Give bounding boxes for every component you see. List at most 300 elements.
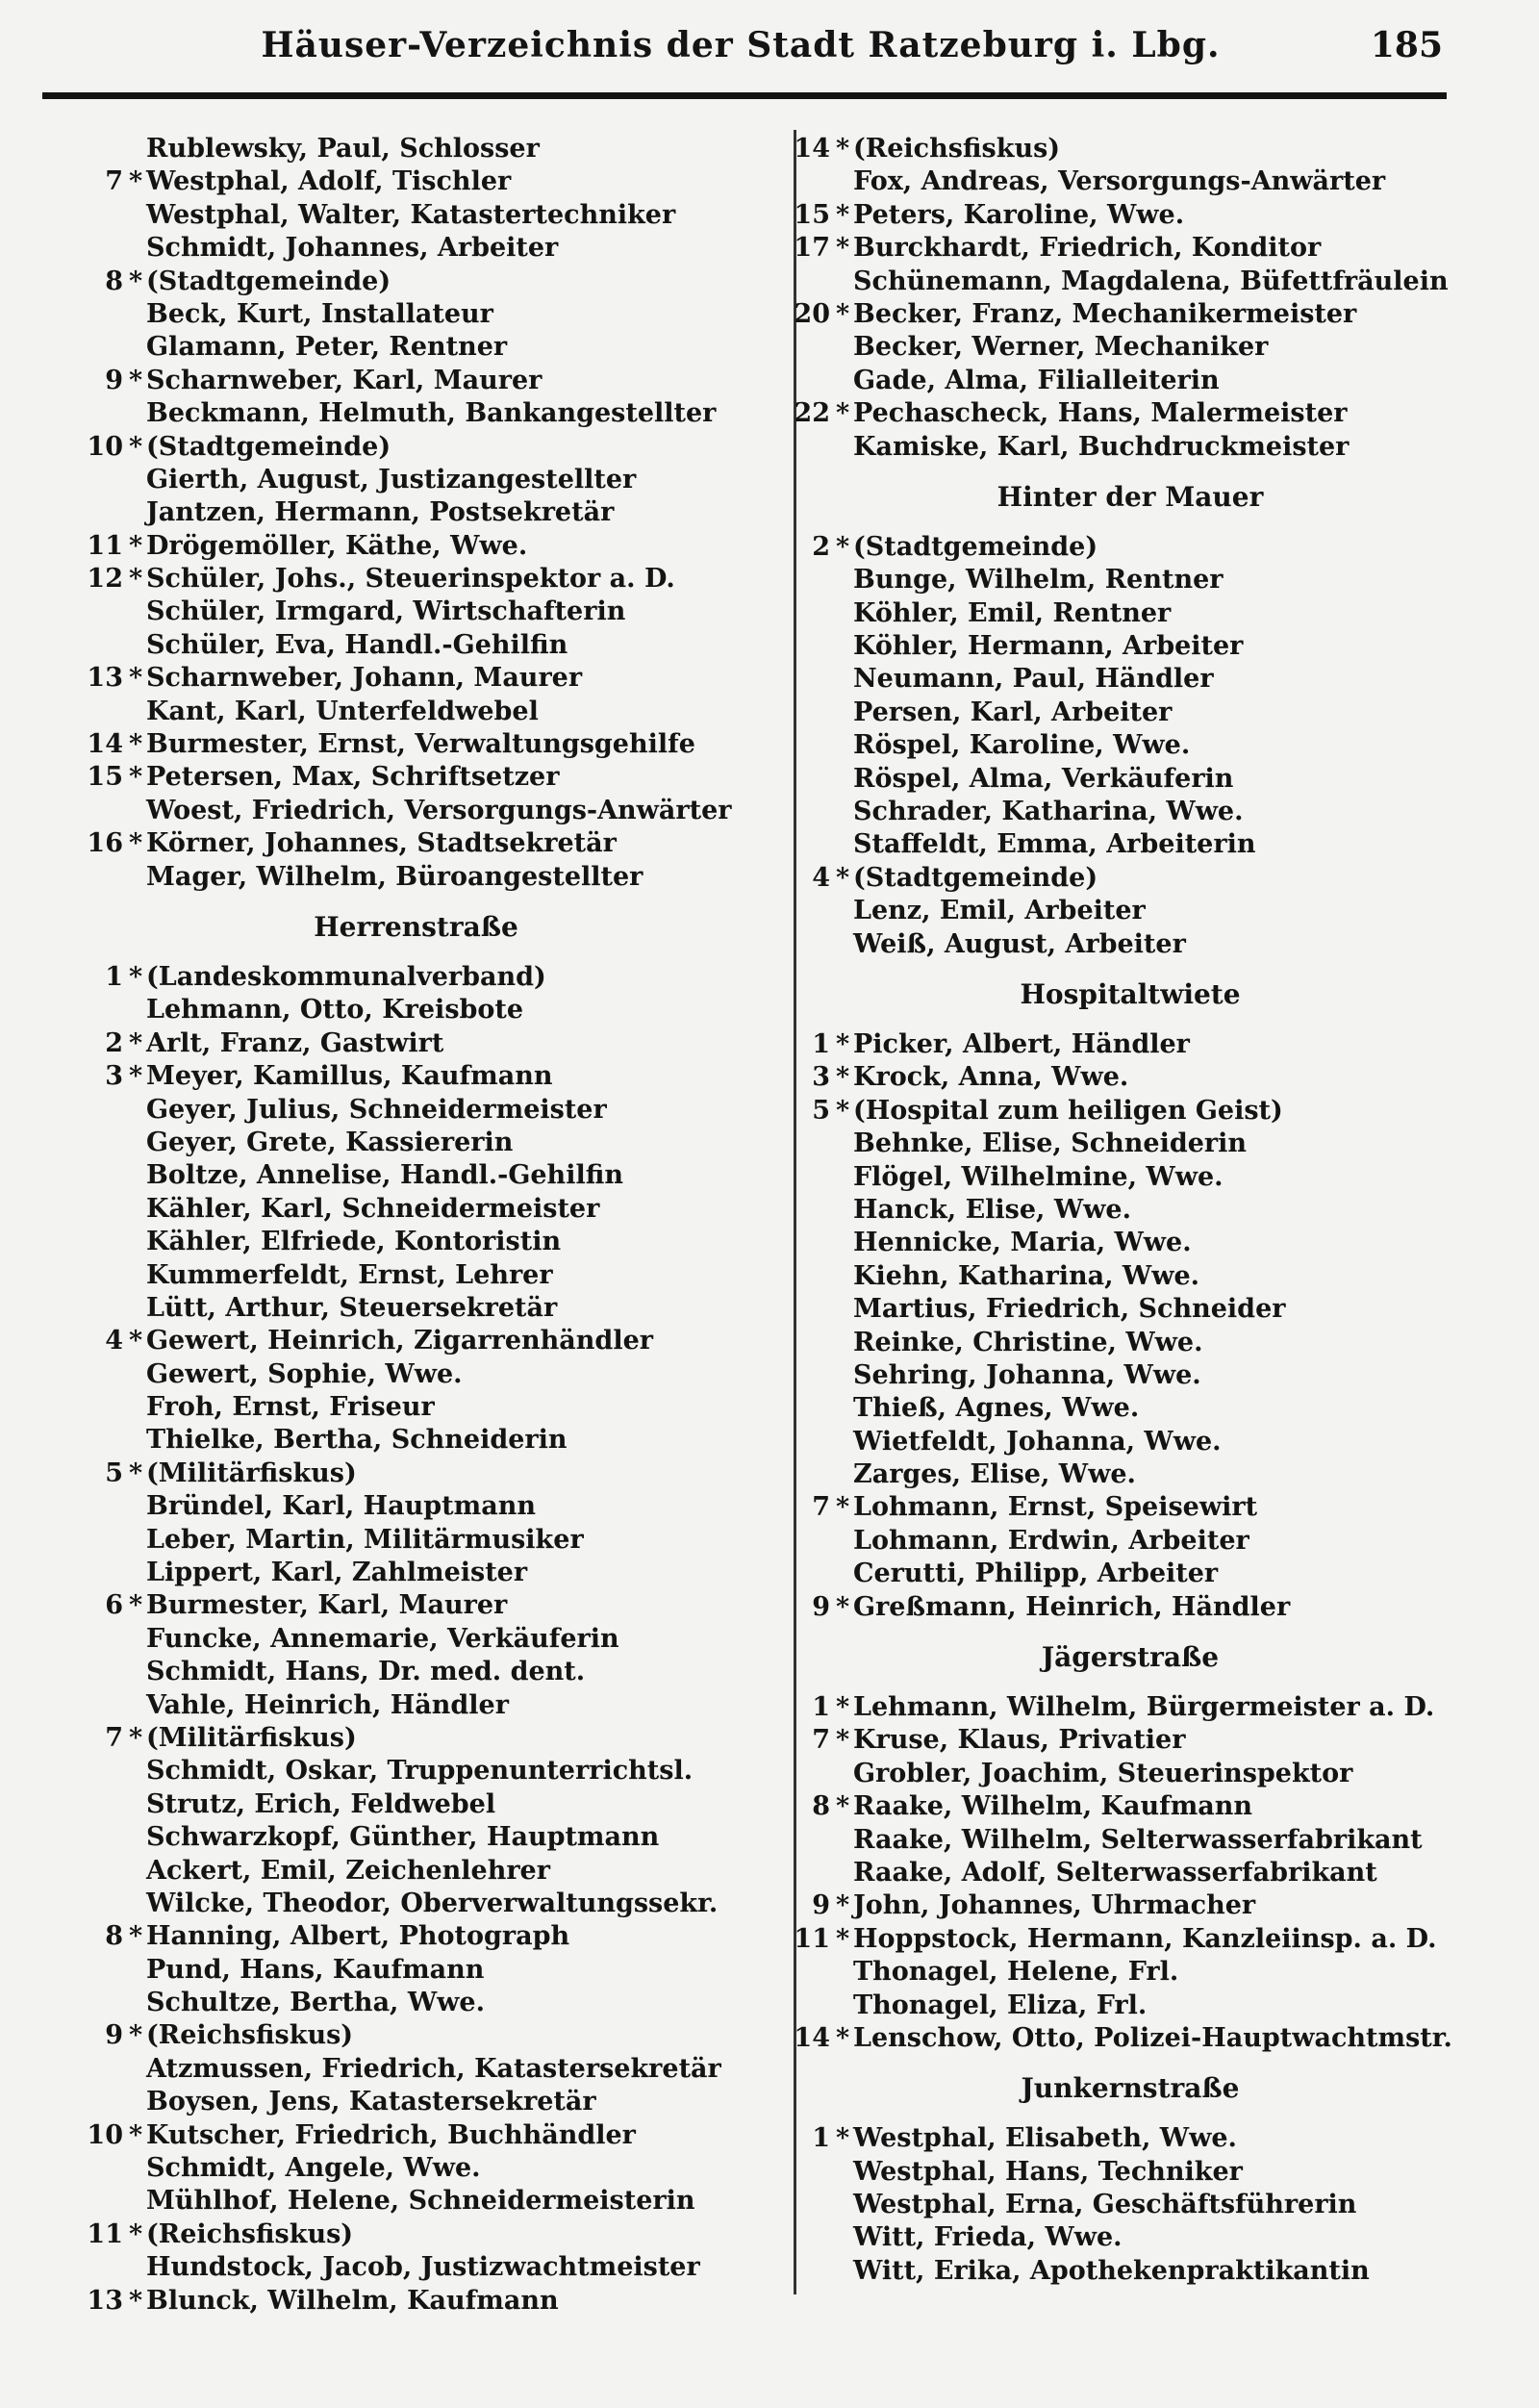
directory-entry [58, 2152, 774, 2185]
house-number [765, 564, 836, 596]
directory-entry [58, 298, 774, 331]
house-number: 2 [812, 531, 830, 562]
directory-entry [765, 1956, 1496, 1989]
resident-text: Hanning, Albert, Photograph [146, 1921, 570, 1952]
directory-entry [58, 696, 774, 728]
house-number: 16 [87, 828, 123, 859]
directory-entry [765, 1194, 1496, 1227]
owner-mark [129, 795, 146, 827]
resident-text: Hanck, Elise, Wwe. [853, 1194, 1131, 1225]
house-number [58, 1193, 129, 1226]
house-number [58, 397, 129, 430]
resident-text: Cerutti, Philipp, Arbeiter [853, 1559, 1219, 1589]
directory-entry [58, 1821, 774, 1854]
house-number [58, 1656, 129, 1688]
house-number [765, 928, 836, 961]
owner-mark [129, 298, 146, 331]
directory-entry [58, 1689, 774, 1722]
resident-text: Körner, Johannes, Stadtsekretär [146, 828, 617, 859]
resident-text: Kähler, Elfriede, Kontoristin [146, 1227, 562, 1257]
owner-mark: * [836, 1923, 850, 1954]
resident-text: (Militärfiskus) [146, 1722, 357, 1753]
owner-mark [836, 1758, 853, 1790]
owner-mark: * [836, 1492, 850, 1523]
house-number: 15 [87, 762, 123, 793]
resident-text: Vahle, Heinrich, Händler [146, 1689, 509, 1720]
directory-entry [58, 795, 774, 827]
directory-entry [58, 266, 774, 298]
house-number [58, 1821, 129, 1854]
house-number: 1 [812, 2123, 830, 2154]
house-number [58, 795, 129, 827]
directory-entry [765, 796, 1496, 828]
directory-entry [58, 1920, 774, 1953]
house-number [765, 1857, 836, 1889]
house-number [58, 1159, 129, 1192]
resident-text: Gewert, Sophie, Wwe. [146, 1358, 463, 1389]
house-number [58, 2086, 129, 2118]
resident-text: Kähler, Karl, Schneidermeister [146, 1193, 600, 1224]
resident-text: Burckhardt, Friedrich, Konditor [853, 233, 1322, 264]
resident-text: Burmester, Karl, Maurer [146, 1590, 508, 1621]
house-number: 11 [87, 530, 123, 561]
directory-entry [58, 1391, 774, 1424]
resident-text: Jantzen, Hermann, Postsekretär [146, 497, 615, 528]
directory-entry [765, 298, 1496, 331]
directory-entry [765, 1260, 1496, 1293]
house-number [58, 1226, 129, 1258]
house-number [58, 1292, 129, 1325]
directory-entry [765, 2255, 1496, 2288]
resident-text: Glamann, Peter, Rentner [146, 332, 508, 363]
resident-text: Köhler, Emil, Rentner [853, 597, 1172, 628]
house-number: 13 [87, 2285, 123, 2316]
resident-text: Boysen, Jens, Katastersekretär [146, 2087, 596, 2117]
house-number [58, 1391, 129, 1424]
page-header [38, 25, 1443, 77]
directory-entry [58, 2285, 774, 2318]
house-number [765, 763, 836, 796]
owner-mark: * [836, 134, 850, 164]
owner-mark [129, 1292, 146, 1325]
directory-entry [58, 1490, 774, 1523]
owner-mark [129, 1358, 146, 1391]
resident-text: Drögemöller, Käthe, Wwe. [146, 530, 528, 561]
house-number: 14 [87, 729, 123, 760]
directory-entry [765, 397, 1496, 430]
resident-text: Gade, Alma, Filialleiterin [853, 365, 1220, 395]
house-number [765, 2156, 836, 2189]
directory-entry [58, 961, 774, 994]
owner-mark: * [836, 233, 850, 264]
house-number [58, 1888, 129, 1920]
owner-mark: * [836, 1725, 850, 1756]
house-number: 22 [794, 398, 830, 429]
directory-entry [58, 1855, 774, 1888]
owner-mark [129, 1259, 146, 1292]
owner-mark: * [129, 961, 143, 992]
house-number [58, 1094, 129, 1127]
resident-text: Thonagel, Eliza, Frl. [853, 1990, 1148, 2020]
house-number: 11 [794, 1923, 830, 1954]
directory-entry [765, 697, 1496, 729]
house-number [765, 2189, 836, 2221]
owner-mark: * [129, 828, 143, 859]
directory-entry [58, 662, 774, 695]
resident-text: Rublewsky, Paul, Schlosser [146, 134, 540, 164]
house-number [58, 2053, 129, 2086]
house-number [58, 861, 129, 894]
house-number [765, 1260, 836, 1293]
resident-text: Schüler, Johs., Steuerinspektor a. D. [146, 564, 675, 595]
owner-mark: * [129, 1722, 143, 1753]
house-number: 4 [105, 1326, 123, 1356]
house-number [765, 796, 836, 828]
street-heading: Jägerstraße [1041, 1641, 1220, 1674]
resident-text: Pund, Hans, Kaufmann [146, 1954, 485, 1985]
resident-text: Westphal, Adolf, Tischler [146, 166, 512, 197]
owner-mark [129, 1524, 146, 1557]
owner-mark [836, 1128, 853, 1160]
directory-entry [58, 1325, 774, 1357]
directory-entry [765, 1128, 1496, 1160]
resident-text: Woest, Friedrich, Versorgungs-Anwärter [146, 795, 732, 825]
owner-mark [129, 331, 146, 364]
owner-mark [129, 1623, 146, 1656]
resident-text: Blunck, Wilhelm, Kaufmann [146, 2285, 559, 2316]
directory-entry [58, 728, 774, 761]
directory-entry [58, 1755, 774, 1787]
resident-text: Beckmann, Helmuth, Bankangestellter [146, 398, 717, 429]
house-number: 17 [794, 233, 830, 264]
house-number: 9 [812, 1890, 830, 1921]
owner-mark [129, 596, 146, 628]
house-number [765, 729, 836, 762]
resident-text: Westphal, Walter, Katastertechniker [146, 199, 676, 230]
resident-text: Schünemann, Magdalena, Büfettfräulein [853, 266, 1449, 296]
directory-entry [58, 1954, 774, 1987]
owner-mark [836, 1525, 853, 1558]
directory-entry [765, 1359, 1496, 1392]
house-number [765, 1525, 836, 1558]
directory-entry [58, 1159, 774, 1192]
house-number: 20 [794, 298, 830, 329]
owner-mark: * [129, 2020, 143, 2051]
resident-text: Boltze, Annelise, Handl.-Gehilfin [146, 1160, 623, 1191]
owner-mark [836, 431, 853, 464]
owner-mark [836, 2255, 853, 2288]
house-number [58, 1954, 129, 1987]
directory-entry [58, 1788, 774, 1821]
owner-mark [836, 564, 853, 596]
directory-entry [765, 1061, 1496, 1094]
resident-text: Atzmussen, Friedrich, Katastersekretär [146, 2053, 721, 2084]
directory-entry [58, 1589, 774, 1622]
page-title: Häuser-Verzeichnis der Stadt Ratzeburg i. Lbg. [261, 25, 1221, 65]
directory-entry [58, 1722, 774, 1755]
owner-mark [129, 2251, 146, 2284]
house-number [58, 1424, 129, 1457]
resident-text: Westphal, Elisabeth, Wwe. [853, 2123, 1237, 2154]
owner-mark [836, 1458, 853, 1491]
resident-text: Burmester, Ernst, Verwaltungsgehilfe [146, 729, 695, 760]
house-number [58, 1557, 129, 1589]
owner-mark: * [836, 862, 850, 893]
street-heading: Hospitaltwiete [1020, 977, 1241, 1010]
house-number [765, 331, 836, 364]
directory-entry [58, 1987, 774, 2019]
house-number: 11 [87, 2218, 123, 2249]
house-number [765, 266, 836, 298]
directory-entry [765, 928, 1496, 961]
owner-mark: * [129, 266, 143, 296]
house-number: 14 [794, 134, 830, 164]
owner-mark: * [129, 431, 143, 462]
resident-text: Ackert, Emil, Zeichenlehrer [146, 1855, 550, 1886]
house-number [765, 1161, 836, 1194]
owner-mark: * [129, 564, 143, 595]
directory-entry [58, 2086, 774, 2118]
house-number: 1 [812, 1692, 830, 1723]
house-number [58, 496, 129, 529]
owner-mark [129, 1490, 146, 1523]
owner-mark: * [836, 298, 850, 329]
house-number [58, 1689, 129, 1722]
house-number [58, 1623, 129, 1656]
house-number [58, 199, 129, 232]
resident-text: Thielke, Bertha, Schneiderin [146, 1425, 568, 1456]
owner-mark [129, 1656, 146, 1688]
resident-text: Petersen, Max, Schriftsetzer [146, 762, 560, 793]
house-number: 8 [105, 266, 123, 296]
resident-text: Lehmann, Wilhelm, Bürgermeister a. D. [853, 1692, 1435, 1723]
house-number [765, 1824, 836, 1857]
house-number: 14 [794, 2022, 830, 2053]
owner-mark [836, 1857, 853, 1889]
house-number [765, 1227, 836, 1259]
directory-entry [58, 596, 774, 628]
resident-text: Raake, Adolf, Selterwasserfabrikant [853, 1857, 1377, 1888]
owner-mark: * [129, 663, 143, 694]
house-number [58, 298, 129, 331]
directory-entry [58, 2185, 774, 2218]
resident-text: Schwarzkopf, Günther, Hauptmann [146, 1822, 660, 1853]
directory-entry [58, 1226, 774, 1258]
owner-mark [129, 1855, 146, 1888]
owner-mark [129, 1954, 146, 1987]
left-column [58, 133, 774, 2318]
directory-entry [765, 1095, 1496, 1128]
owner-mark [836, 331, 853, 364]
house-number [58, 1259, 129, 1292]
owner-mark [129, 1557, 146, 1589]
owner-mark [836, 1392, 853, 1425]
street-heading: Hinter der Mauer [997, 480, 1264, 513]
house-number [765, 1956, 836, 1989]
directory-entry [765, 365, 1496, 397]
house-number: 13 [87, 663, 123, 694]
directory-entry [765, 531, 1496, 564]
owner-mark [836, 1227, 853, 1259]
house-number: 7 [105, 166, 123, 197]
directory-entry [765, 1889, 1496, 1922]
owner-mark [129, 1193, 146, 1226]
house-number [765, 431, 836, 464]
house-number [58, 629, 129, 662]
owner-mark: * [129, 2218, 143, 2249]
directory-entry [765, 1691, 1496, 1724]
resident-text: Raake, Wilhelm, Kaufmann [853, 1791, 1253, 1822]
resident-text: Röspel, Alma, Verkäuferin [853, 763, 1234, 794]
page-number: 185 [1370, 25, 1443, 65]
resident-text: Schmidt, Hans, Dr. med. dent. [146, 1657, 586, 1687]
resident-text: (Hospital zum heiligen Geist) [853, 1095, 1283, 1126]
owner-mark: * [836, 1692, 850, 1723]
directory-entry [58, 2019, 774, 2052]
resident-text: Geyer, Grete, Kassiererin [146, 1127, 514, 1157]
owner-mark: * [836, 1591, 850, 1622]
resident-text: Witt, Erika, Apothekenpraktikantin [853, 2255, 1370, 2286]
house-number [58, 2251, 129, 2284]
house-number [765, 663, 836, 696]
house-number: 9 [105, 2020, 123, 2051]
owner-mark [836, 1327, 853, 1359]
directory-entry [58, 1656, 774, 1688]
owner-mark: * [129, 729, 143, 760]
house-number: 3 [812, 1062, 830, 1093]
directory-entry [765, 630, 1496, 663]
owner-mark [836, 2221, 853, 2254]
resident-text: Mühlhof, Helene, Schneidermeisterin [146, 2186, 695, 2217]
owner-mark: * [129, 530, 143, 561]
owner-mark [836, 828, 853, 861]
directory-entry [765, 1758, 1496, 1790]
house-number [765, 1426, 836, 1458]
resident-text: Flögel, Wilhelmine, Wwe. [853, 1161, 1224, 1192]
resident-text: Raake, Wilhelm, Selterwasserfabrikant [853, 1824, 1423, 1855]
directory-entry [58, 232, 774, 265]
resident-text: Bunge, Wilhelm, Rentner [853, 565, 1224, 596]
directory-entry [765, 1824, 1496, 1857]
house-number: 3 [105, 1061, 123, 1092]
directory-entry [765, 1724, 1496, 1757]
directory-entry [58, 1027, 774, 1060]
directory-entry [58, 994, 774, 1027]
resident-text: Krock, Anna, Wwe. [853, 1062, 1129, 1093]
owner-mark [129, 1987, 146, 2019]
owner-mark [129, 133, 146, 165]
house-number: 1 [105, 961, 123, 992]
resident-text: Froh, Ernst, Friseur [146, 1392, 435, 1423]
owner-mark: * [129, 365, 143, 395]
owner-mark [129, 397, 146, 430]
street-heading: Junkernstraße [1021, 2072, 1240, 2105]
resident-text: Peters, Karoline, Wwe. [853, 199, 1185, 230]
directory-entry [765, 1392, 1496, 1425]
owner-mark: * [129, 1027, 143, 1058]
owner-mark [836, 1426, 853, 1458]
directory-entry [765, 2189, 1496, 2221]
house-number [765, 1359, 836, 1392]
owner-mark [129, 232, 146, 265]
directory-entry [765, 232, 1496, 265]
owner-mark [836, 895, 853, 927]
owner-mark: * [836, 1028, 850, 1059]
owner-mark [129, 2152, 146, 2185]
resident-text: Wilcke, Theodor, Oberverwaltungssekr. [146, 1888, 719, 1918]
resident-text: Bründel, Karl, Hauptmann [146, 1491, 536, 1522]
house-number [58, 1127, 129, 1159]
house-number [58, 1855, 129, 1888]
resident-text: Persen, Karl, Arbeiter [853, 697, 1173, 727]
owner-mark: * [129, 2285, 143, 2316]
house-number [765, 365, 836, 397]
owner-mark: * [836, 1095, 850, 1126]
house-number: 7 [812, 1725, 830, 1756]
resident-text: (Stadtgemeinde) [853, 862, 1098, 893]
directory-entry [765, 1790, 1496, 1823]
directory-entry [58, 431, 774, 464]
resident-text: (Stadtgemeinde) [853, 531, 1098, 562]
resident-text: Fox, Andreas, Versorgungs-Anwärter [853, 166, 1386, 197]
resident-text: Weiß, August, Arbeiter [853, 928, 1186, 959]
directory-entry [765, 1293, 1496, 1326]
house-number [765, 1758, 836, 1790]
resident-text: Schüler, Eva, Handl.-Gehilfin [146, 629, 568, 660]
house-number: 8 [812, 1791, 830, 1822]
owner-mark [836, 1824, 853, 1857]
owner-mark [129, 629, 146, 662]
resident-text: Schrader, Katharina, Wwe. [853, 797, 1244, 827]
directory-entry [765, 2022, 1496, 2055]
resident-text: Zarges, Elise, Wwe. [853, 1459, 1136, 1490]
house-number: 7 [105, 1722, 123, 1753]
resident-text: Witt, Frieda, Wwe. [853, 2222, 1123, 2253]
resident-text: Sehring, Johanna, Wwe. [853, 1359, 1201, 1390]
resident-text: Lütt, Arthur, Steuersekretär [146, 1292, 558, 1323]
house-number [58, 133, 129, 165]
owner-mark: * [836, 2123, 850, 2154]
resident-text: Becker, Werner, Mechaniker [853, 332, 1269, 363]
directory-entry [58, 165, 774, 198]
directory-entry [765, 663, 1496, 696]
resident-text: (Stadtgemeinde) [146, 431, 391, 462]
owner-mark: * [129, 1921, 143, 1952]
house-number: 9 [105, 365, 123, 395]
resident-text: John, Johannes, Uhrmacher [853, 1890, 1256, 1921]
directory-entry [765, 862, 1496, 895]
resident-text: Lohmann, Erdwin, Arbeiter [853, 1525, 1249, 1556]
owner-mark [836, 266, 853, 298]
directory-entry [765, 828, 1496, 861]
directory-entry [58, 331, 774, 364]
owner-mark [129, 1755, 146, 1787]
directory-entry [765, 1028, 1496, 1061]
right-column [765, 133, 1496, 2288]
directory-entry [765, 165, 1496, 198]
owner-mark: * [129, 166, 143, 197]
house-number [765, 697, 836, 729]
directory-entry [58, 1292, 774, 1325]
directory-entry [58, 2119, 774, 2152]
directory-entry [765, 1923, 1496, 1956]
directory-entry [765, 266, 1496, 298]
house-number: 5 [812, 1095, 830, 1126]
street-heading: Herrenstraße [314, 910, 518, 943]
owner-mark [836, 365, 853, 397]
owner-mark [836, 2189, 853, 2221]
resident-text: Lippert, Karl, Zahlmeister [146, 1558, 528, 1588]
